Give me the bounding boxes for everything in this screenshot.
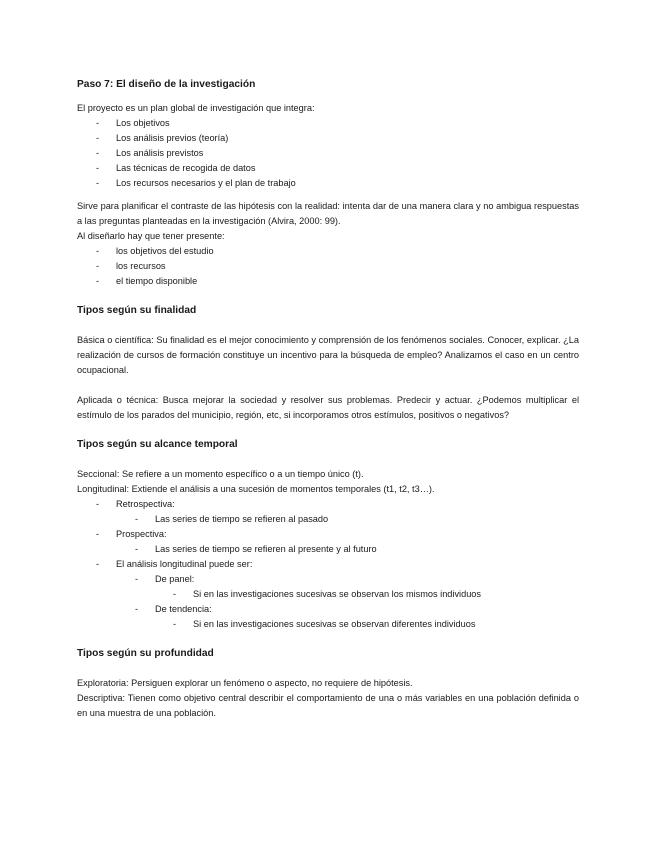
finalidad-heading: Tipos según su finalidad	[77, 305, 197, 316]
list-item: - Los análisis previstos	[77, 146, 579, 161]
paso7-al-disenarlo: Al diseñarlo hay que tener presente:	[77, 231, 225, 241]
paso7-intro: El proyecto es un plan global de investigación que integra:	[77, 103, 315, 113]
list-item: - El análisis longitudinal puede ser:	[77, 557, 579, 572]
temporal-list	[77, 497, 579, 632]
list-item: - Los análisis previos (teoría)	[77, 131, 579, 146]
list-item: - Los recursos necesarios y el plan de trabajo	[77, 176, 579, 191]
tener-presente-list	[77, 244, 579, 289]
list-item: - Retrospectiva:	[77, 497, 579, 512]
finalidad-aplicada: Aplicada o técnica: Busca mejorar la sociedad y resolver sus problemas. Predecir y actuar. ¿Podemos multiplicar el estímulo de los parados del municipio, región, etc, si incorporamos otros estímulos, positivos o negativos?	[77, 395, 579, 420]
temporal-longitudinal: Longitudinal: Extiende el análisis a una sucesión de momentos temporales (t1, t2, t3…).	[77, 484, 435, 494]
list-item: - Los objetivos	[77, 116, 579, 131]
list-item: - Las series de tiempo se refieren al pasado	[77, 512, 579, 527]
list-item: - Si en las investigaciones sucesivas se observan diferentes individuos	[77, 617, 579, 632]
list-item: - el tiempo disponible	[77, 274, 579, 289]
finalidad-basica: Básica o científica: Su finalidad es el mejor conocimiento y comprensión de los fenómenos sociales. Conocer, explicar. ¿La realización de cursos de formación constituye un incentivo para la búsqueda de empleo? Analizamos el caso en un centro ocupacional.	[77, 335, 579, 375]
document-content	[77, 77, 579, 721]
list-item: - Si en las investigaciones sucesivas se observan los mismos individuos	[77, 587, 579, 602]
profundidad-exploratoria: Exploratoria: Persiguen explorar un fenómeno o aspecto, no requiere de hipótesis.	[77, 678, 413, 688]
profundidad-heading: Tipos según su profundidad	[77, 648, 214, 659]
list-item: - Las series de tiempo se refieren al presente y al futuro	[77, 542, 579, 557]
list-item: - De tendencia:	[77, 602, 579, 617]
profundidad-descriptiva: Descriptiva: Tienen como objetivo central describir el comportamiento de una o más variables en una población definida o en una muestra de una población.	[77, 693, 579, 718]
temporal-heading: Tipos según su alcance temporal	[77, 439, 238, 450]
list-item: - los objetivos del estudio	[77, 244, 579, 259]
temporal-seccional: Seccional: Se refiere a un momento específico o a un tiempo único (t).	[77, 469, 364, 479]
paso7-list	[77, 116, 579, 191]
list-item: - De panel:	[77, 572, 579, 587]
list-item: - Las técnicas de recogida de datos	[77, 161, 579, 176]
paso7-heading: Paso 7: El diseño de la investigación	[77, 79, 256, 90]
paso7-sirve: Sirve para planificar el contraste de las hipótesis con la realidad: intenta dar de una manera clara y no ambigua respuestas a las preguntas planteadas en la investigación (Alvira, 2000: 99).	[77, 201, 579, 226]
list-item: - Prospectiva:	[77, 527, 579, 542]
list-item: - los recursos	[77, 259, 579, 274]
